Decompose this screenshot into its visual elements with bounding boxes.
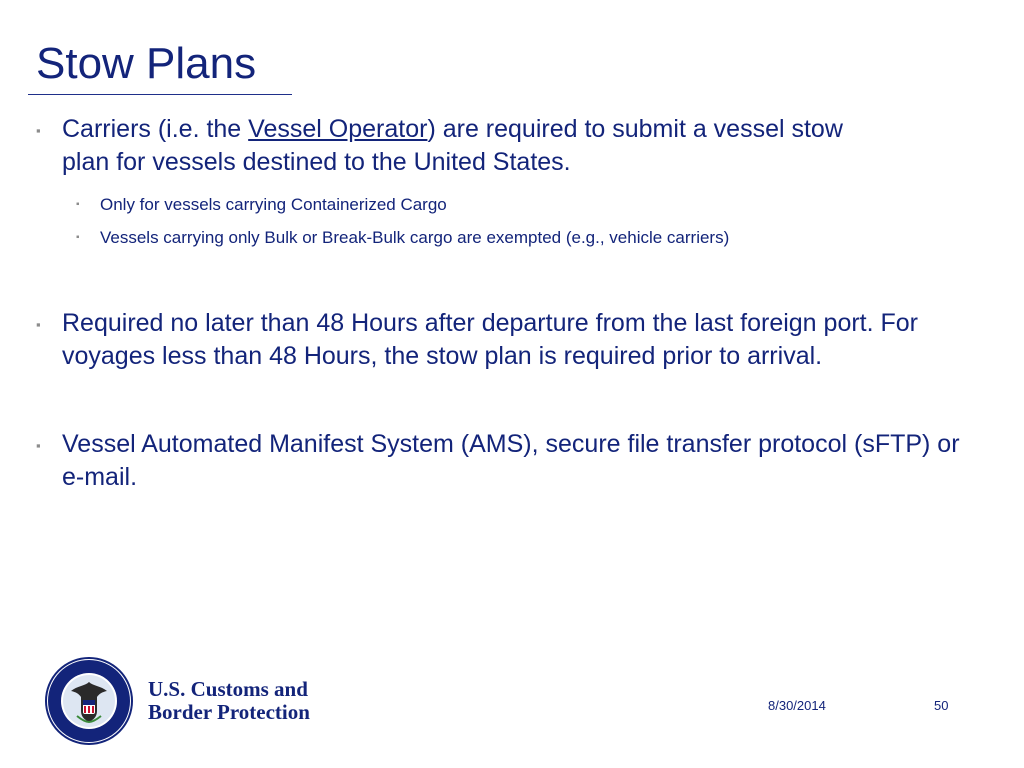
slide-page-number: 50 <box>934 698 949 713</box>
bullet-carriers <box>36 113 896 179</box>
bullet-marker: ▪ <box>36 438 41 453</box>
sub-bullet-marker: ▪ <box>76 232 80 243</box>
agency-name <box>148 678 310 724</box>
sub-bullet-exempted <box>76 225 976 250</box>
bullet-text <box>62 113 896 179</box>
sub-bullet-marker: ▪ <box>76 199 80 210</box>
agency-name-line1: U.S. Customs and <box>148 677 308 701</box>
sub-bullet-text: Only for vessels carrying Containerized Cargo <box>100 195 447 214</box>
bullet-marker: ▪ <box>36 317 41 332</box>
vessel-operator-link[interactable]: Vessel Operator <box>248 115 428 143</box>
slide-title: Stow Plans <box>36 39 257 88</box>
sub-bullet-text: Vessels carrying only Bulk or Break-Bulk cargo are exempted (e.g., vehicle carriers) <box>100 228 730 247</box>
bullet-text-part: ) are required to submit a vessel stow plan for vessels destined to the United States. <box>62 115 843 176</box>
bullet-marker: ▪ <box>36 123 41 138</box>
bullet-timing <box>36 307 976 373</box>
title-underline <box>28 94 292 95</box>
bullet-text: Vessel Automated Manifest System (AMS), secure file transfer protocol (sFTP) or e-mail. <box>62 430 960 491</box>
bullet-text-part: Carriers (i.e. the <box>62 115 249 143</box>
bullet-text: Required no later than 48 Hours after departure from the last foreign port. For voyages less than 48 Hours, the stow plan is required prior to arrival. <box>62 309 919 370</box>
slide-date: 8/30/2014 <box>768 698 826 713</box>
agency-name-line2: Border Protection <box>148 700 310 724</box>
bullet-submission-methods <box>36 428 976 494</box>
sub-bullet-containerized <box>76 192 976 217</box>
dhs-seal-logo <box>44 656 134 746</box>
